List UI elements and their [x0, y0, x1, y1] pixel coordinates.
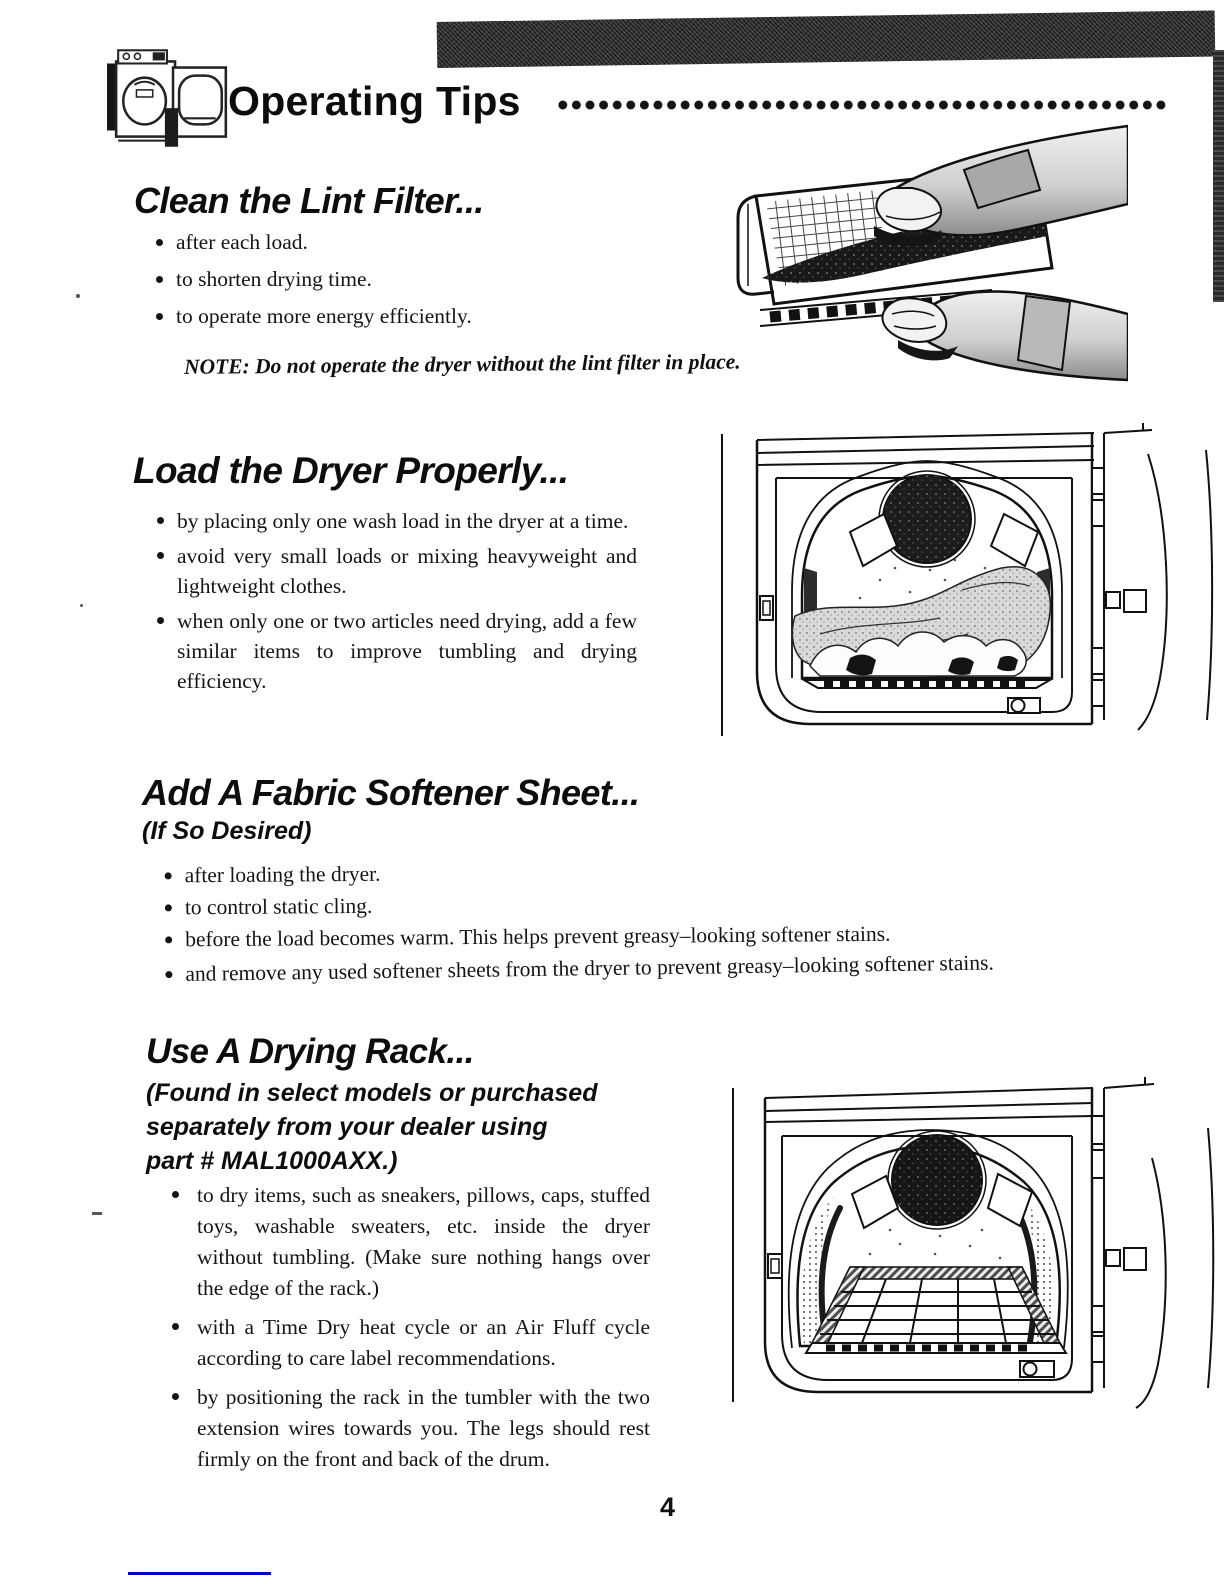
bullet-text: by placing only one wash load in the dryer at a time. [177, 509, 629, 533]
list-item [172, 1382, 650, 1475]
subheading-line: separately from your dealer using [146, 1113, 548, 1141]
bullet-text: with a Time Dry heat cycle or an Air Fluff cycle according to care label recommendations. [197, 1315, 650, 1370]
section-heading-fabric-softener: Add A Fabric Softener Sheet... [142, 772, 640, 813]
bullet-dot [157, 617, 164, 624]
bullet-dot [157, 517, 164, 524]
bullet-dot [157, 552, 164, 559]
bullet-dot [156, 313, 163, 320]
drying-rack-figure [700, 1058, 1224, 1410]
list-item [165, 921, 1045, 952]
clean-lint-filter-bullets [156, 228, 586, 330]
list-item [165, 950, 1045, 986]
subheading-line: (Found in select models or purchased [146, 1079, 598, 1107]
scan-speck [80, 604, 83, 607]
bullet-text: to dry items, such as sneakers, pillows, caps, stuffed toys, washable sweaters, etc. inside the dryer without tumbling. (Make sure nothing hangs over the edge of the rack.) [197, 1183, 650, 1300]
list-item [165, 889, 1045, 920]
drying-rack-bullets [172, 1180, 650, 1475]
bullet-dot [172, 1393, 179, 1400]
loaded-dryer-figure [700, 420, 1224, 742]
bullet-dot [165, 936, 172, 943]
scan-speck [76, 294, 80, 298]
list-item [157, 506, 637, 536]
section-heading-drying-rack: Use A Drying Rack... [146, 1032, 474, 1071]
lint-filter-note: NOTE: Do not operate the dryer without the lint filter in place. [183, 349, 741, 379]
right-accent-bar [1213, 50, 1224, 302]
fabric-softener-subheading: (If So Desired) [142, 817, 312, 845]
bullet-dot [172, 1323, 179, 1330]
bullet-text: after loading the dryer. [184, 861, 381, 888]
list-item [156, 302, 586, 330]
subheading-line: part # MAL1000AXX.) [146, 1147, 398, 1175]
bullet-text: by positioning the rack in the tumbler with the two extension wires towards you. The legs should rest firmly on the front and back of the drum. [197, 1385, 650, 1471]
bullet-dot [156, 239, 163, 246]
section-heading-load-dryer: Load the Dryer Properly... [133, 450, 569, 491]
title-leader-dots [556, 99, 1168, 111]
load-dryer-bullets [157, 506, 637, 696]
bullet-dot [165, 872, 172, 879]
list-item [165, 857, 1045, 888]
bullet-dot [172, 1191, 179, 1198]
page-title: Operating Tips [228, 78, 521, 124]
list-item [156, 265, 586, 293]
list-item [172, 1180, 650, 1304]
bullet-dot [165, 971, 172, 978]
bullet-text: after each load. [176, 230, 308, 254]
list-item [157, 541, 637, 601]
fabric-softener-bullets [165, 857, 1046, 984]
footer-blue-line [128, 1572, 271, 1575]
bullet-text: to shorten drying time. [176, 267, 372, 291]
bullet-dot [165, 904, 172, 911]
list-item [157, 606, 637, 696]
bullet-dot [156, 276, 163, 283]
drying-rack-subheading [146, 1076, 597, 1178]
page-number: 4 [660, 1492, 676, 1522]
washer-dryer-icon [106, 46, 238, 150]
list-item [156, 228, 586, 256]
section-heading-clean-lint-filter: Clean the Lint Filter... [134, 180, 484, 221]
bullet-text: before the load becomes warm. This helps prevent greasy–looking softener stains. [185, 921, 891, 952]
top-accent-bar [437, 10, 1216, 68]
lint-filter-cleaning-figure [726, 118, 1128, 386]
bullet-text: and remove any used softener sheets from the dryer to prevent greasy–looking softener stains. [185, 950, 994, 986]
bullet-text: to control static cling. [184, 893, 373, 920]
scan-dash [92, 1212, 102, 1215]
bullet-text: when only one or two articles need drying, add a few similar items to improve tumbling and drying efficiency. [177, 609, 637, 693]
list-item [172, 1312, 650, 1374]
bullet-text: to operate more energy efficiently. [176, 304, 472, 328]
bullet-text: avoid very small loads or mixing heavyweight and lightweight clothes. [177, 544, 637, 598]
